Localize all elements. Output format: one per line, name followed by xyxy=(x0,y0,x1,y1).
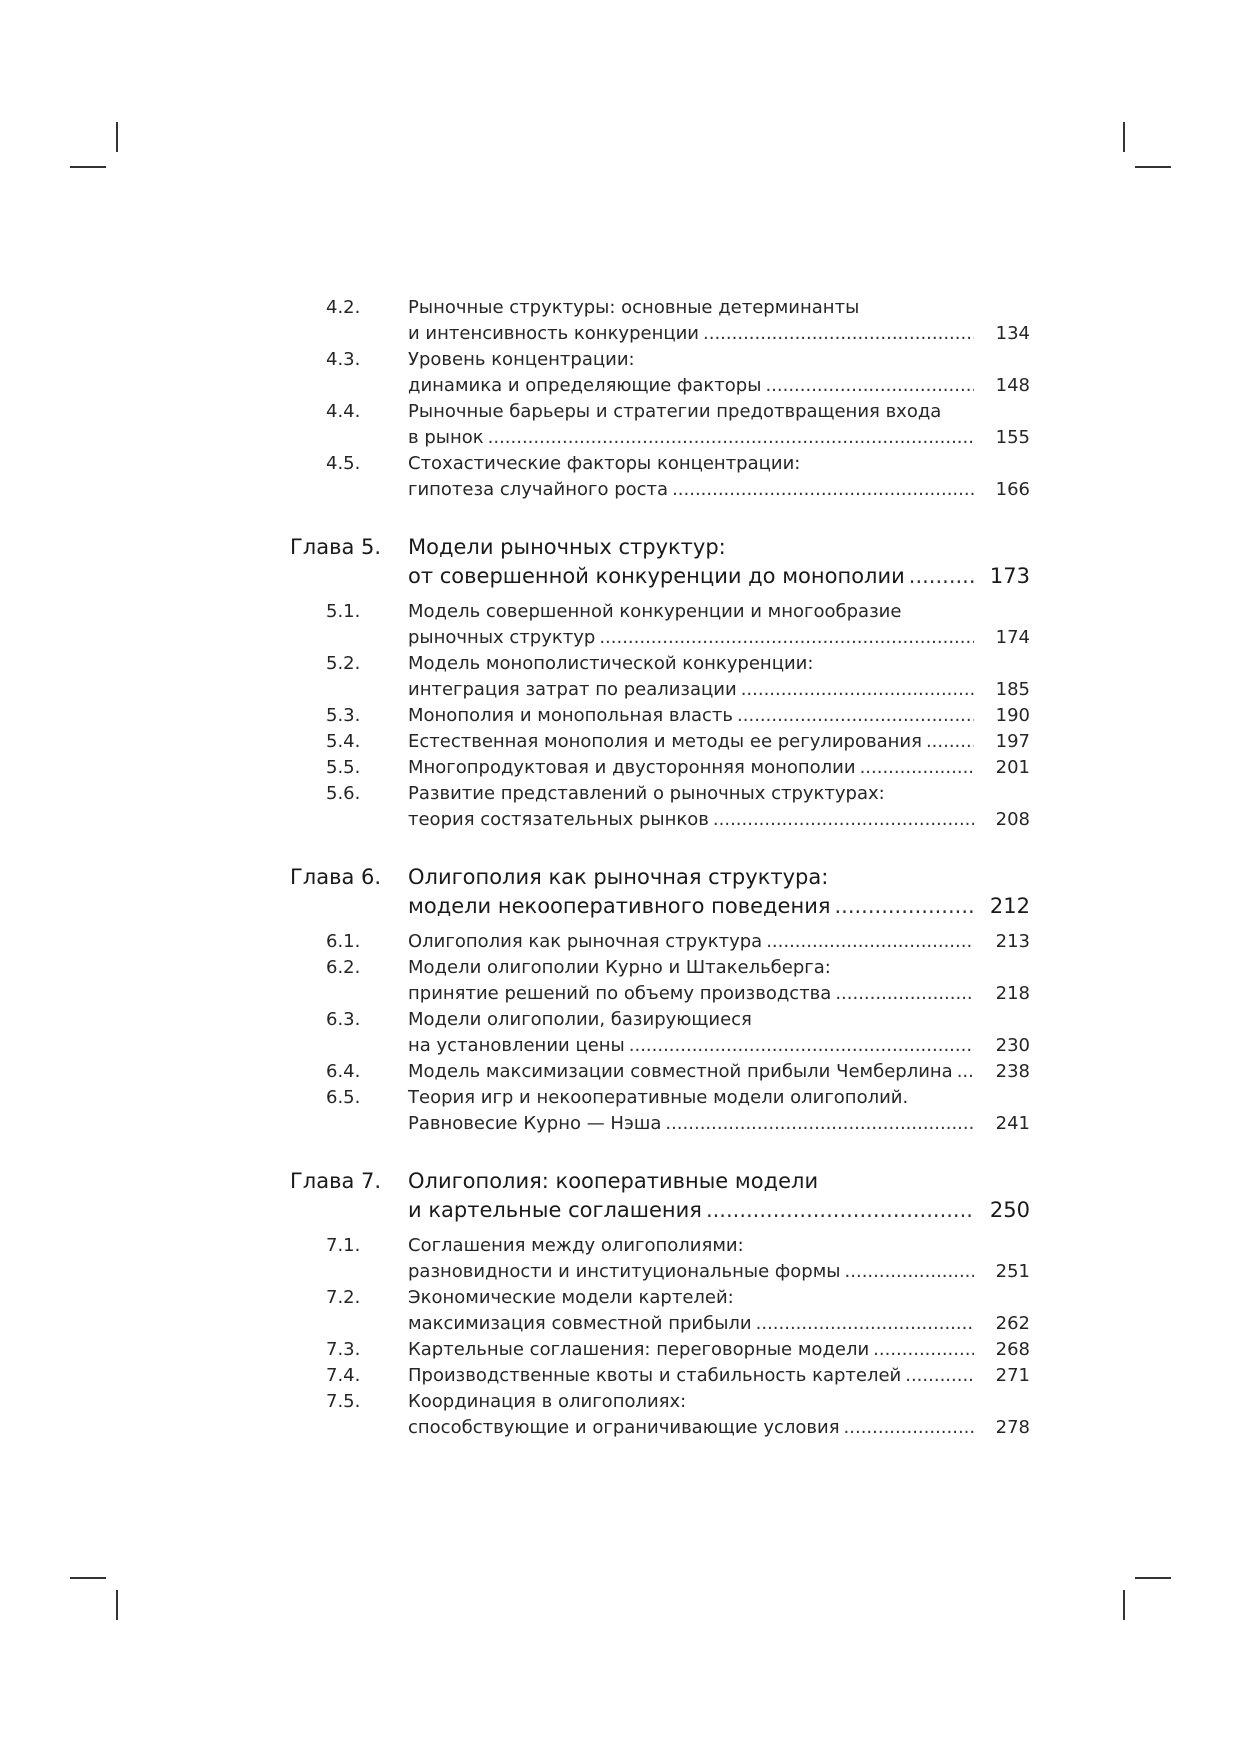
dot-leader xyxy=(629,1033,974,1059)
section-title-line: интеграция затрат по реализации xyxy=(408,679,737,700)
section-number: 6.4. xyxy=(326,1061,361,1082)
section-page-number: 271 xyxy=(995,1365,1030,1386)
section-title-line: Координация в олигополиях: xyxy=(408,1391,687,1412)
section-number: 7.3. xyxy=(326,1339,361,1360)
toc-entry[interactable] xyxy=(290,1059,1030,1085)
toc-chapter xyxy=(290,533,1030,833)
section-title-line: способствующие и ограничивающие условия xyxy=(408,1417,840,1438)
toc-entry[interactable] xyxy=(290,1233,1030,1285)
section-page-number: 230 xyxy=(995,1035,1030,1056)
dot-leader xyxy=(873,1337,974,1363)
dot-leader xyxy=(703,321,974,347)
section-number: 7.2. xyxy=(326,1287,361,1308)
section-number: 4.5. xyxy=(326,453,361,474)
section-title-line: на установлении цены xyxy=(408,1035,625,1056)
section-title-line: Естественная монополия и методы ее регулирования xyxy=(408,731,922,752)
section-title-line: и интенсивность конкуренции xyxy=(408,323,700,344)
dot-leader xyxy=(765,373,974,399)
section-number: 5.2. xyxy=(326,653,361,674)
section-page-number: 148 xyxy=(995,375,1030,396)
chapter-page-number: 173 xyxy=(989,564,1030,588)
toc-chapter xyxy=(290,863,1030,1137)
section-title-line: динамика и определяющие факторы xyxy=(408,375,762,396)
section-title-line: теория состязательных рынков xyxy=(408,809,709,830)
dot-leader xyxy=(860,755,974,781)
section-title-line: Модели олигополии, базирующиеся xyxy=(408,1009,752,1030)
section-number: 7.4. xyxy=(326,1365,361,1386)
toc-chapter xyxy=(290,295,1030,503)
chapter-page-number: 250 xyxy=(989,1198,1030,1222)
chapter-label: Глава 5. xyxy=(290,535,382,559)
toc-entry[interactable] xyxy=(290,295,1030,347)
section-page-number: 185 xyxy=(995,679,1030,700)
section-page-number: 213 xyxy=(995,931,1030,952)
crop-mark-bottom-left-vertical xyxy=(116,1590,118,1620)
section-title-line: Теория игр и некооперативные модели олигополий. xyxy=(408,1087,909,1108)
dot-leader xyxy=(756,1311,974,1337)
toc-entry[interactable] xyxy=(290,1389,1030,1441)
section-page-number: 208 xyxy=(995,809,1030,830)
section-page-number: 268 xyxy=(995,1339,1030,1360)
section-title-line: в рынок xyxy=(408,427,484,448)
section-number: 6.2. xyxy=(326,957,361,978)
section-title-line: рыночных структур xyxy=(408,627,596,648)
dot-leader xyxy=(713,807,974,833)
section-title-line: Олигополия как рыночная структура xyxy=(408,931,763,952)
section-title-line: Многопродуктовая и двусторонняя монополии xyxy=(408,757,856,778)
section-title-line: разновидности и институциональные формы xyxy=(408,1261,841,1282)
dot-leader xyxy=(905,1363,974,1389)
toc-entry[interactable] xyxy=(290,1285,1030,1337)
crop-mark-bottom-right-horizontal xyxy=(1135,1577,1171,1579)
section-number: 7.1. xyxy=(326,1235,361,1256)
chapter-title-line: Олигополия как рыночная структура: xyxy=(408,865,829,889)
section-title-line: Рыночные барьеры и стратегии предотвращения входа xyxy=(408,401,942,422)
chapter-page-number: 212 xyxy=(989,894,1030,918)
section-title-line: Модель максимизации совместной прибыли Чемберлина xyxy=(408,1061,953,1082)
section-title-line: Соглашения между олигополиями: xyxy=(408,1235,744,1256)
crop-mark-bottom-left-horizontal xyxy=(70,1577,106,1579)
toc-entry[interactable] xyxy=(290,451,1030,503)
chapter-label: Глава 6. xyxy=(290,865,382,889)
toc-entry[interactable] xyxy=(290,599,1030,651)
toc-entry[interactable] xyxy=(290,781,1030,833)
dot-leader xyxy=(665,1111,974,1137)
dot-leader xyxy=(599,625,974,651)
section-page-number: 241 xyxy=(995,1113,1030,1134)
section-title-line: максимизация совместной прибыли xyxy=(408,1313,752,1334)
toc-entry[interactable] xyxy=(290,399,1030,451)
section-title-line: Уровень концентрации: xyxy=(408,349,635,370)
section-number: 5.3. xyxy=(326,705,361,726)
dot-leader xyxy=(672,477,974,503)
crop-mark-bottom-right-vertical xyxy=(1123,1590,1125,1620)
toc-entry[interactable] xyxy=(290,1363,1030,1389)
toc-entry[interactable] xyxy=(290,955,1030,1007)
toc-entry[interactable] xyxy=(290,1337,1030,1363)
section-title-line: Производственные квоты и стабильность картелей xyxy=(408,1365,902,1386)
section-page-number: 190 xyxy=(995,705,1030,726)
dot-leader xyxy=(909,562,974,591)
section-title-line: Рыночные структуры: основные детерминанты xyxy=(408,297,860,318)
crop-mark-top-left-vertical xyxy=(116,122,118,152)
section-title-line: Картельные соглашения: переговорные модели xyxy=(408,1339,870,1360)
section-number: 7.5. xyxy=(326,1391,361,1412)
section-title-line: Модели олигополии Курно и Штакельберга: xyxy=(408,957,831,978)
section-page-number: 134 xyxy=(995,323,1030,344)
section-title-line: Экономические модели картелей: xyxy=(408,1287,734,1308)
section-number: 6.5. xyxy=(326,1087,361,1108)
section-title-line: Монополия и монопольная власть xyxy=(408,705,734,726)
toc-entry[interactable] xyxy=(290,755,1030,781)
section-page-number: 166 xyxy=(995,479,1030,500)
dot-leader xyxy=(766,929,974,955)
section-title-line: Стохастические факторы концентрации: xyxy=(408,453,801,474)
section-number: 5.4. xyxy=(326,731,361,752)
chapter-title-line: от совершенной конкуренции до монополии xyxy=(408,564,905,588)
toc-entry[interactable] xyxy=(290,703,1030,729)
section-number: 6.1. xyxy=(326,931,361,952)
dot-leader xyxy=(926,729,974,755)
chapter-heading[interactable] xyxy=(290,533,1030,591)
section-number: 4.2. xyxy=(326,297,361,318)
chapter-heading[interactable] xyxy=(290,1167,1030,1225)
section-title-line: принятие решений по объему производства xyxy=(408,983,832,1004)
section-page-number: 238 xyxy=(995,1061,1030,1082)
section-page-number: 278 xyxy=(995,1417,1030,1438)
dot-leader xyxy=(488,425,974,451)
section-page-number: 155 xyxy=(995,427,1030,448)
section-number: 5.5. xyxy=(326,757,361,778)
dot-leader xyxy=(957,1059,974,1085)
toc-chapter xyxy=(290,1167,1030,1441)
dot-leader xyxy=(834,892,974,921)
chapter-label: Глава 7. xyxy=(290,1169,382,1193)
dot-leader xyxy=(844,1415,974,1441)
section-title-line: Равновесие Курно — Нэша xyxy=(408,1113,662,1134)
section-page-number: 218 xyxy=(995,983,1030,1004)
section-number: 4.3. xyxy=(326,349,361,370)
dot-leader xyxy=(706,1196,974,1225)
crop-mark-top-right-vertical xyxy=(1123,122,1125,152)
dot-leader xyxy=(737,703,974,729)
chapter-title-line: Олигополия: кооперативные модели xyxy=(408,1169,819,1193)
table-of-contents xyxy=(290,295,1030,1441)
dot-leader xyxy=(845,1259,974,1285)
section-page-number: 197 xyxy=(995,731,1030,752)
section-page-number: 251 xyxy=(995,1261,1030,1282)
section-number: 5.6. xyxy=(326,783,361,804)
crop-mark-top-right-horizontal xyxy=(1135,166,1171,168)
chapter-title-line: и картельные соглашения xyxy=(408,1198,702,1222)
section-page-number: 201 xyxy=(995,757,1030,778)
toc-entry[interactable] xyxy=(290,929,1030,955)
section-title-line: Модель монополистической конкуренции: xyxy=(408,653,814,674)
toc-entry[interactable] xyxy=(290,651,1030,703)
toc-entry[interactable] xyxy=(290,729,1030,755)
section-number: 6.3. xyxy=(326,1009,361,1030)
chapter-heading[interactable] xyxy=(290,863,1030,921)
section-title-line: Развитие представлений о рыночных структурах: xyxy=(408,783,885,804)
section-page-number: 174 xyxy=(995,627,1030,648)
section-page-number: 262 xyxy=(995,1313,1030,1334)
section-number: 4.4. xyxy=(326,401,361,422)
section-number: 5.1. xyxy=(326,601,361,622)
dot-leader xyxy=(741,677,974,703)
dot-leader xyxy=(835,981,974,1007)
crop-mark-top-left-horizontal xyxy=(70,166,106,168)
section-title-line: гипотеза случайного роста xyxy=(408,479,669,500)
toc-entry[interactable] xyxy=(290,1007,1030,1059)
toc-entry[interactable] xyxy=(290,347,1030,399)
chapter-title-line: модели некооперативного поведения xyxy=(408,894,831,918)
chapter-title-line: Модели рыночных структур: xyxy=(408,535,726,559)
section-title-line: Модель совершенной конкуренции и многообразие xyxy=(408,601,902,622)
toc-entry[interactable] xyxy=(290,1085,1030,1137)
